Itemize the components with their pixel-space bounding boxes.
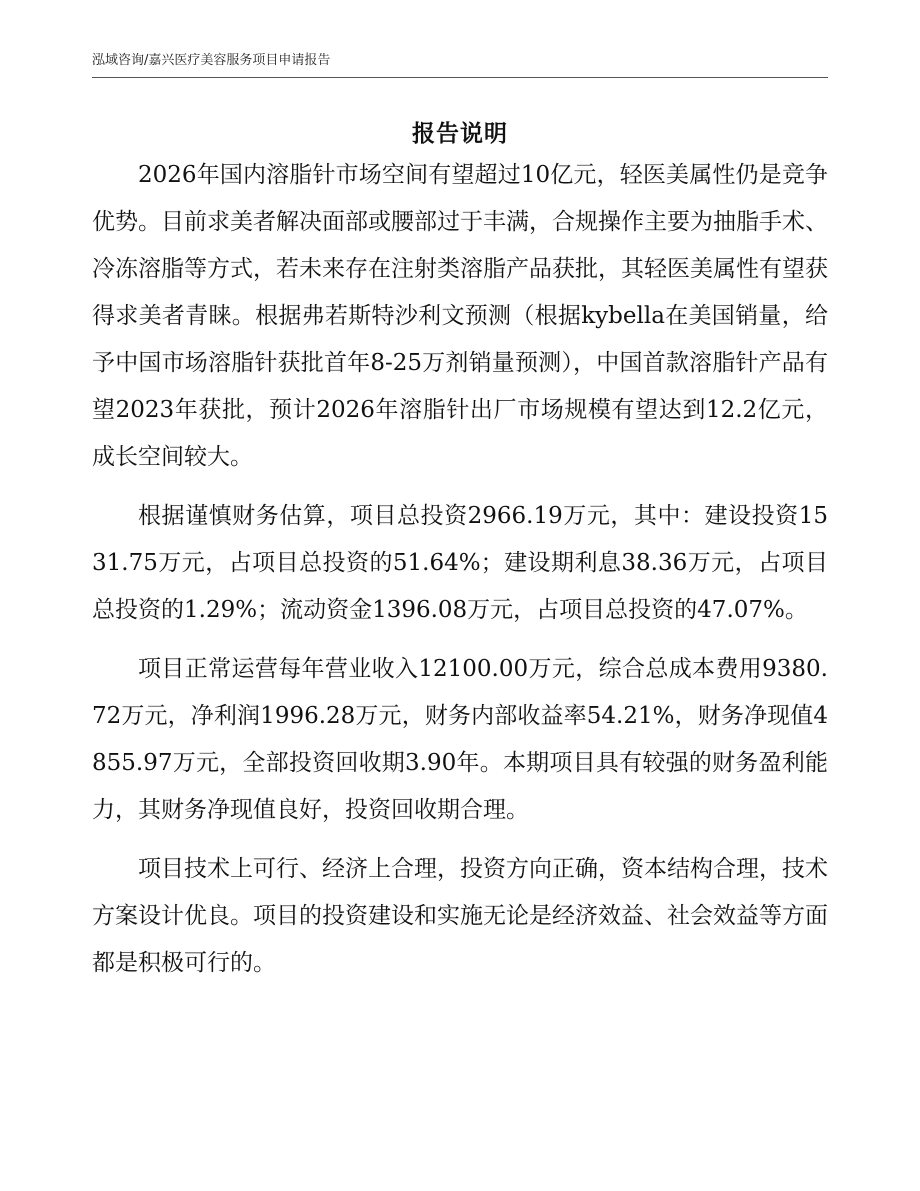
document-body bbox=[92, 152, 828, 999]
paragraph-investment-estimate: 根据谨慎财务估算，项目总投资2966.19万元，其中：建设投资1531.75万元，占项目总投资的51.64%；建设期利息38.36万元，占项目总投资的1.29%；流动资金1396.08万元，占项目总投资的47.07%。 bbox=[92, 503, 828, 623]
paragraph-market-outlook: 2026年国内溶脂针市场空间有望超过10亿元，轻医美属性仍是竞争优势。目前求美者解决面部或腰部过于丰满，合规操作主要为抽脂手术、冷冻溶脂等方式，若未来存在注射类溶脂产品获批，其轻医美属性有望获得求美者青睐。根据弗若斯特沙利文预测（根据kybella在美国销量，给予中国市场溶脂针获批首年8-25万剂销量预测），中国首款溶脂针产品有望2023年获批，预计2026年溶脂针出厂市场规模有望达到12.2亿元，成长空间较大。 bbox=[92, 162, 828, 470]
paragraph-feasibility-conclusion: 项目技术上可行、经济上合理，投资方向正确，资本结构合理，技术方案设计优良。项目的投资建设和实施无论是经济效益、社会效益等方面都是积极可行的。 bbox=[92, 856, 828, 976]
page-title: 报告说明 bbox=[412, 120, 508, 147]
running-header: 泓域咨询/嘉兴医疗美容服务项目申请报告 bbox=[92, 53, 331, 68]
header-divider bbox=[92, 77, 828, 78]
paragraph-financial-returns: 项目正常运营每年营业收入12100.00万元，综合总成本费用9380.72万元，净利润1996.28万元，财务内部收益率54.21%，财务净现值4855.97万元，全部投资回收期3.90年。本期项目具有较强的财务盈利能力，其财务净现值良好，投资回收期合理。 bbox=[92, 656, 828, 823]
